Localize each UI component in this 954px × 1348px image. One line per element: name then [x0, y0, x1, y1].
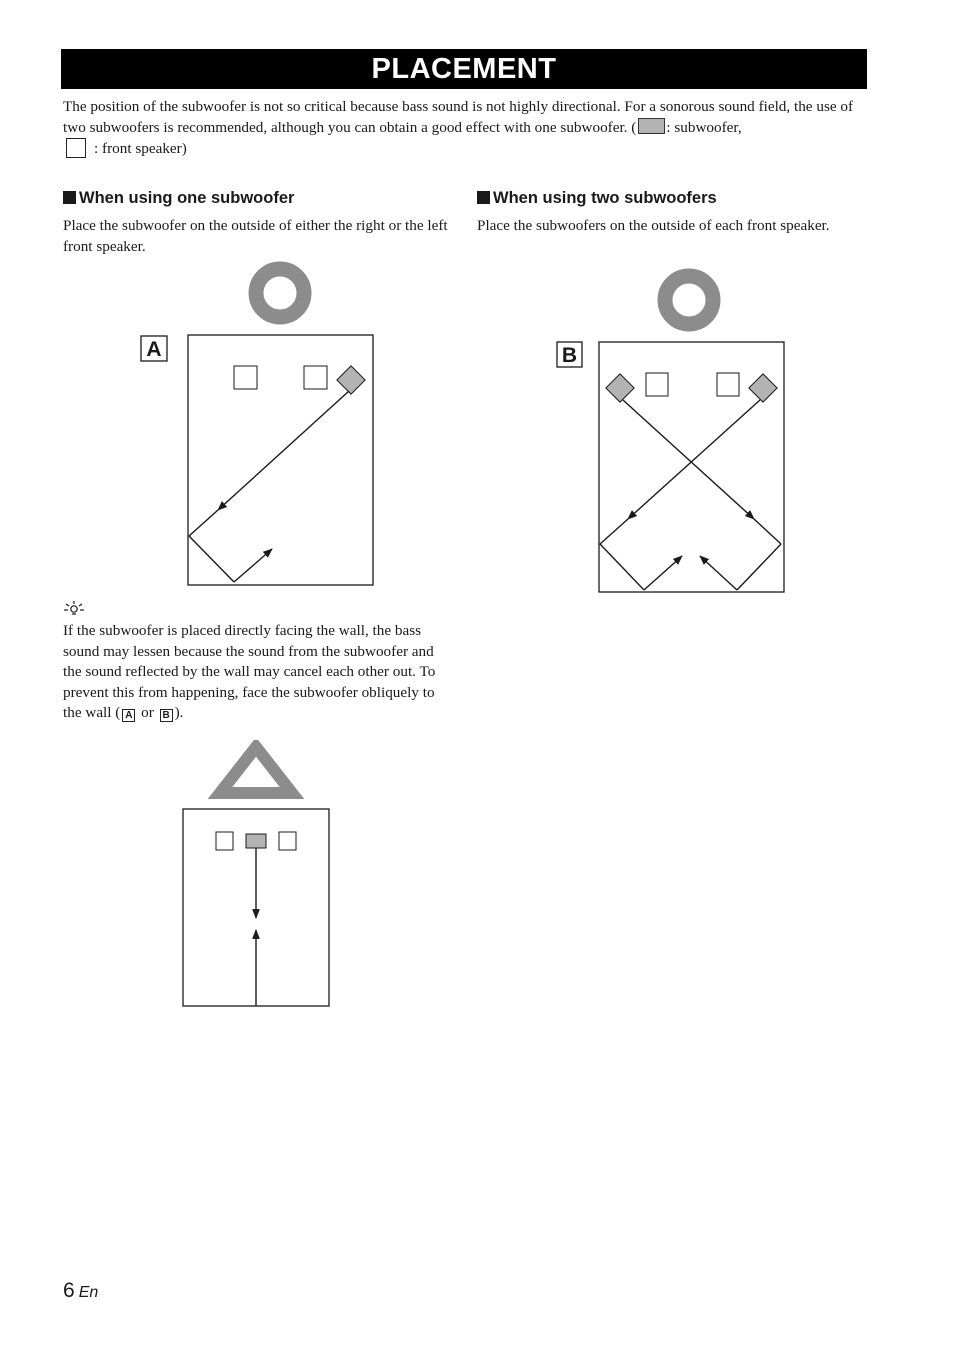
front-speaker-left — [234, 366, 257, 389]
front-speaker-legend-icon — [66, 138, 86, 158]
sound-path-line — [623, 400, 754, 519]
language-code: En — [78, 1284, 99, 1301]
label-b: B — [561, 344, 578, 367]
front-speaker-legend-label: : front speaker) — [94, 140, 187, 157]
subwoofer-right — [749, 374, 777, 402]
one-subwoofer-heading: When using one subwoofer — [63, 189, 294, 208]
reflection-line — [189, 510, 218, 536]
tip-paragraph — [63, 621, 455, 724]
two-subwoofers-text: Place the subwoofers on the outside of each front speaker. — [477, 217, 830, 234]
reflection-arrow — [234, 549, 272, 582]
sound-path-line — [628, 400, 760, 519]
one-subwoofer-text: Place the subwoofer on the outside of either the right or the left front speaker. — [63, 217, 448, 255]
square-bullet-icon — [477, 191, 490, 204]
diagram-a — [135, 255, 385, 595]
room-outline — [599, 342, 784, 592]
subwoofer-legend-label: : subwoofer, — [666, 118, 742, 136]
subwoofer-left — [606, 374, 634, 402]
reflection-line — [600, 544, 644, 590]
tip-label-a: A — [122, 709, 135, 722]
reflection-line — [600, 519, 628, 544]
page-number: 6 En — [63, 1279, 99, 1302]
intro-paragraph — [63, 97, 869, 160]
tip-text: If the subwoofer is placed directly facing the wall, the bass sound may lessen because the sound from the subwoofer and the sound reflected by the wall may cancel each other out. To prevent this from happening, face the subwoofer obliquely to the wall ( — [63, 622, 436, 721]
reflection-line — [737, 544, 781, 590]
poor-placement-triangle-icon — [220, 747, 292, 793]
tip-label-b: B — [160, 709, 173, 722]
diagram-b — [550, 262, 800, 602]
good-placement-circle-icon — [665, 276, 713, 324]
subwoofer — [337, 366, 365, 394]
front-speaker-right — [279, 832, 296, 850]
subwoofer — [246, 834, 266, 848]
front-speaker-left — [216, 832, 233, 850]
front-speaker-left — [646, 373, 668, 396]
reflection-line — [189, 536, 234, 582]
front-speaker-right — [717, 373, 739, 396]
page-title: PLACEMENT — [61, 49, 867, 89]
square-bullet-icon — [63, 191, 76, 204]
tip-or: or — [141, 704, 154, 721]
reflection-line — [754, 519, 781, 544]
intro-text: The position of the subwoofer is not so critical because bass sound is not highly directional. For a sonorous sound field, the use of two subwoofers is recommended, although you can obtain a good effect with one subwoofer. ( — [63, 98, 854, 136]
sound-path-line — [218, 391, 349, 510]
diagram-facing-wall — [175, 740, 340, 1015]
tip-end: ). — [174, 704, 184, 721]
two-subwoofers-heading: When using two subwoofers — [477, 189, 717, 208]
reflection-arrow — [644, 556, 682, 590]
good-placement-circle-icon — [256, 269, 304, 317]
subwoofer-legend-icon — [638, 118, 665, 134]
front-speaker-right — [304, 366, 327, 389]
label-a: A — [146, 338, 162, 361]
reflection-arrow — [700, 556, 737, 590]
tip-lightbulb-icon — [63, 600, 85, 616]
